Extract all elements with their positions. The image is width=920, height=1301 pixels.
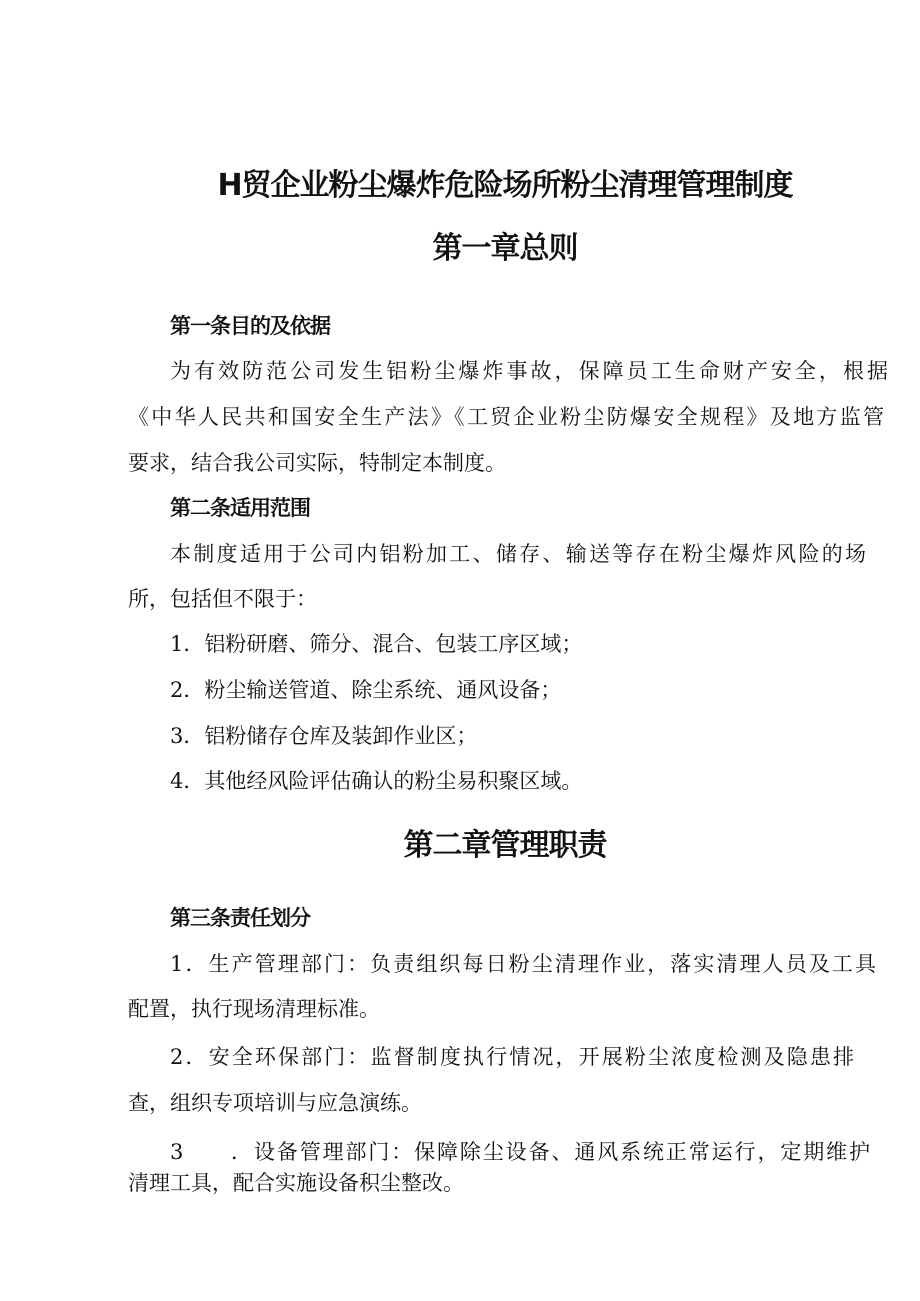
article-2-item-3: 3．铝粉储存仓库及装卸作业区； <box>170 724 478 748</box>
article-1-line-1: 为有效防范公司发生铝粉尘爆炸事故，保障员工生命财产安全，根据 <box>170 359 888 383</box>
article-2-line-2: 所，包括但不限于： <box>128 587 317 611</box>
article-1-heading: 第一条目的及依据 <box>170 314 330 338</box>
document-title: H贸企业粉尘爆炸危险场所粉尘清理管理制度 <box>217 168 793 203</box>
article-3-item-3-line-2: 清理工具，配合实施设备积尘整改。 <box>128 1171 464 1195</box>
article-3-heading: 第三条责任划分 <box>170 906 310 930</box>
chapter-2-heading: 第二章管理职责 <box>403 828 607 863</box>
article-3-item-2-line-1: 2．安全环保部门：监督制度执行情况，开展粉尘浓度检测及隐患排 <box>170 1045 854 1069</box>
chapter-1-heading: 第一章总则 <box>432 231 578 266</box>
article-2-line-1: 本制度适用于公司内铝粉加工、储存、输送等存在粉尘爆炸风险的场 <box>170 542 866 566</box>
article-2-item-1: 1．铝粉研磨、筛分、混合、包装工序区域； <box>170 632 583 656</box>
article-2-item-4: 4．其他经风险评估确认的粉尘易积聚区域。 <box>170 769 583 793</box>
article-3-item-2-line-2: 查，组织专项培训与应急演练。 <box>128 1091 422 1115</box>
article-3-item-3-line-1: 3 ．设备管理部门：保障除尘设备、通风系统正常运行，定期维护 <box>170 1140 870 1164</box>
article-1-line-2: 《中华人民共和国安全生产法》《工贸企业粉尘防爆安全规程》及地方监管 <box>128 405 884 429</box>
article-3-item-1-line-2: 配置，执行现场清理标准。 <box>128 997 380 1021</box>
article-2-heading: 第二条适用范围 <box>170 496 310 520</box>
article-1-line-3: 要求，结合我公司实际，特制定本制度。 <box>128 451 506 475</box>
article-2-item-2: 2．粉尘输送管道、除尘系统、通风设备； <box>170 678 562 702</box>
article-3-item-1-line-1: 1．生产管理部门：负责组织每日粉尘清理作业，落实清理人员及工具 <box>170 952 876 976</box>
